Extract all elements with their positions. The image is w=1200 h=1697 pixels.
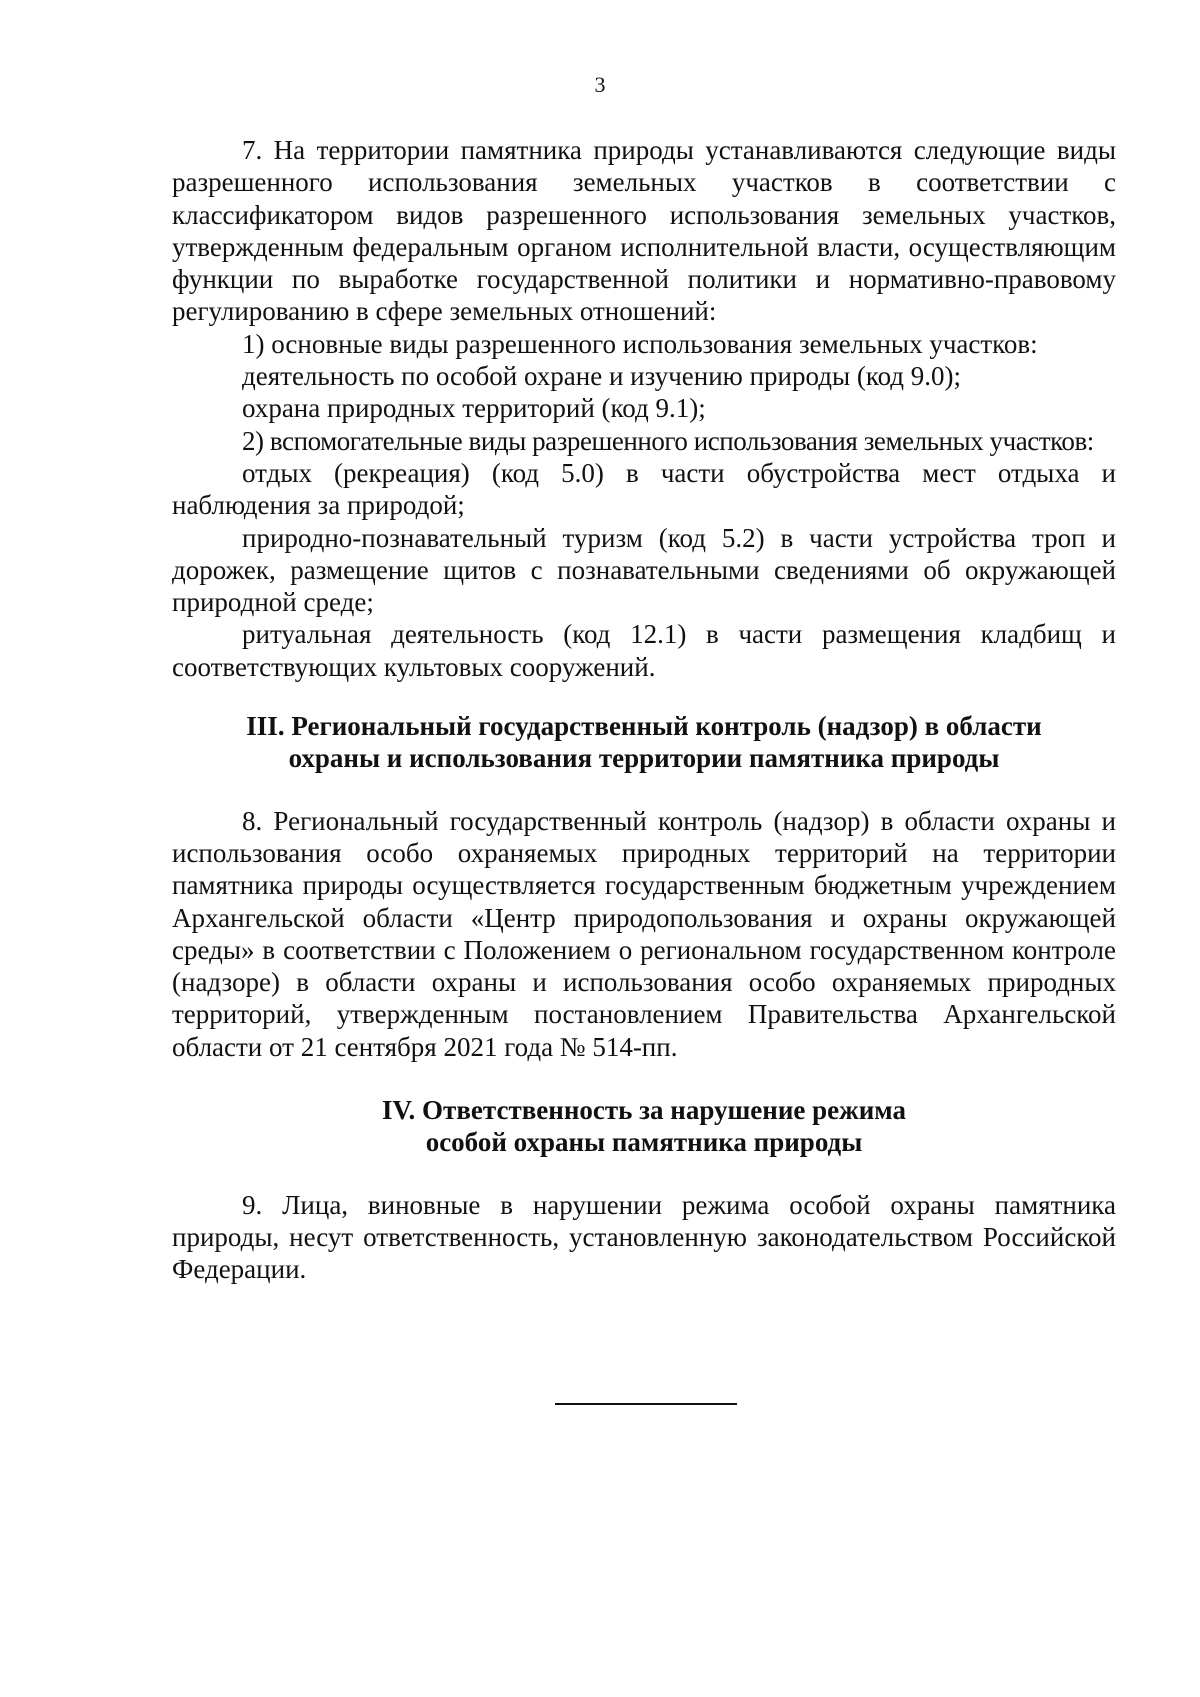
page-number: 3 [594,72,606,97]
spacer [172,683,1116,710]
paragraph-9: 9. Лица, виновные в нарушении режима особой охраны памятника природы, несут ответственность, установленную законодательством Российской Федерации. [172,1189,1116,1285]
list2-title: 2) вспомогательные виды разрешенного использования земельных участков: [242,425,1094,456]
section-3-heading-line-1: III. Региональный государственный контроль (надзор) в области [246,711,1042,742]
paragraph-8: 8. Региональный государственный контроль (надзор) в области охраны и использования особо охраняемых природных территорий на территории памятника природы осуществляется государственным бюджетным учреждением Архангельской области «Центр природопользования и охраны окружающей среды» в соответствии с Положением о региональном государственном контроле (надзоре) в области охраны и использования особо охраняемых природных территорий, утвержденным постановлением Правительства Архангельской области от 21 сентября 2021 года № 514-пп. [172,805,1116,1062]
end-of-document-rule [555,1403,737,1405]
section-4-heading [172,1094,1116,1159]
spacer [172,775,1116,805]
document-body [172,134,1116,1286]
paragraph-7: 7. На территории памятника природы устанавливаются следующие виды разрешенного использования земельных участков в соответствии с классификатором видов разрешенного использования земельных участков, утвержденным федеральным органом исполнительной власти, осуществляющим функции по выработке государственной политики и нормативно-правовому регулированию в сфере земельных отношений: [172,135,1116,327]
list2-item-2: природно-познавательный туризм (код 5.2) в части устройства троп и дорожек, размещение щитов с познавательными сведениями об окружающей природной среде; [172,522,1116,618]
list2-item-1: отдых (рекреация) (код 5.0) в части обустройства мест отдыха и наблюдения за природой; [172,457,1116,521]
list2-item-3: ритуальная деятельность (код 12.1) в части размещения кладбищ и соответствующих культовых сооружений. [172,619,1116,682]
section-4-heading-line-2: особой охраны памятника природы [425,1127,863,1158]
list1-item-1: деятельность по особой охране и изучению природы (код 9.0); [242,361,962,392]
list1-item-2: охрана природных территорий (код 9.1); [242,393,706,424]
section-3-heading [172,710,1116,775]
list1-title: 1) основные виды разрешенного использования земельных участков: [242,328,1038,359]
spacer [172,1063,1116,1094]
section-3-heading-line-2: охраны и использования территории памятника природы [288,743,1000,774]
section-4-heading-line-1: IV. Ответственность за нарушение режима [382,1095,906,1126]
spacer [172,1159,1116,1189]
